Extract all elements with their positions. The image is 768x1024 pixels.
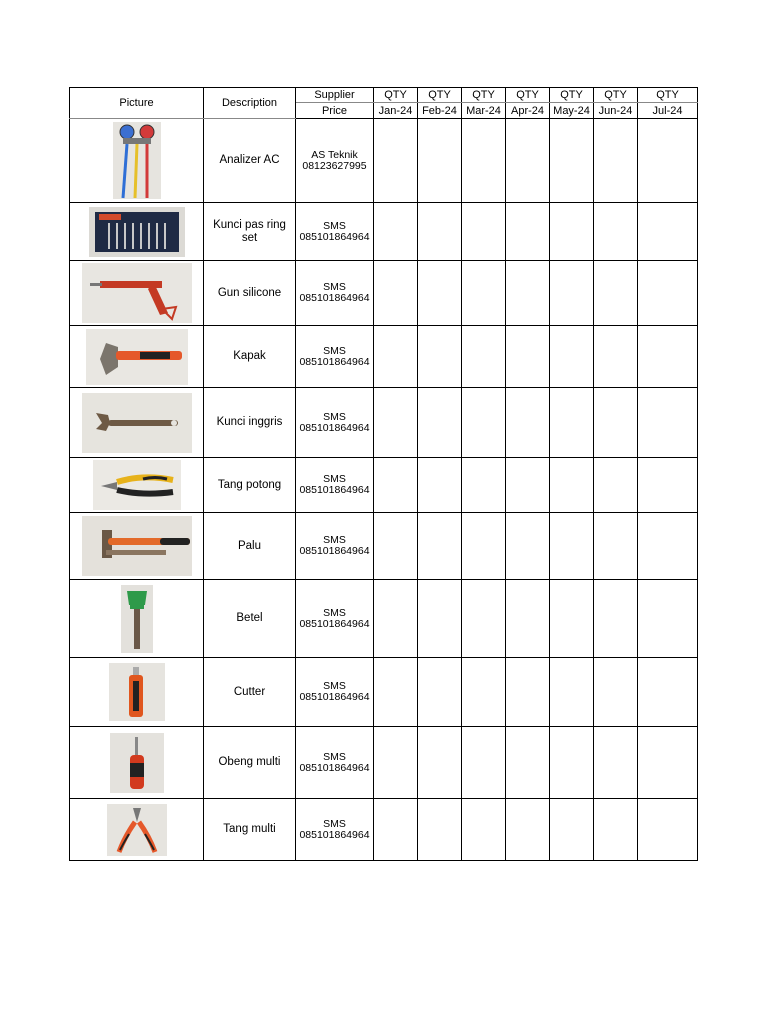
picture-cell: [70, 458, 204, 513]
supplier-name: SMS: [323, 534, 346, 546]
qty-cell[interactable]: [374, 203, 418, 261]
qty-cell[interactable]: [506, 119, 550, 203]
qty-cell[interactable]: [594, 580, 638, 658]
supplier-phone: 085101864964: [299, 484, 370, 496]
header-qty: QTY: [506, 88, 550, 103]
qty-cell[interactable]: [594, 727, 638, 799]
qty-cell[interactable]: [418, 261, 462, 326]
qty-cell[interactable]: [374, 458, 418, 513]
qty-cell[interactable]: [418, 727, 462, 799]
header-supplier: Supplier: [296, 88, 374, 103]
ac-manifold-gauge-icon: [113, 122, 161, 199]
table-row: [70, 458, 698, 513]
axe-icon: [86, 329, 188, 385]
table-row: [70, 658, 698, 727]
item-description: Cutter: [233, 685, 266, 698]
qty-cell[interactable]: [418, 658, 462, 727]
table-row: [70, 326, 698, 388]
picture-cell: [70, 326, 204, 388]
qty-cell[interactable]: [506, 458, 550, 513]
supplier-phone: 085101864964: [299, 761, 370, 774]
qty-cell[interactable]: [594, 458, 638, 513]
supplier-cell: [296, 458, 374, 513]
qty-cell[interactable]: [594, 799, 638, 861]
header-month: Apr-24: [506, 103, 550, 119]
item-description: Tang multi: [223, 823, 276, 835]
silicone-gun-icon: [82, 263, 192, 323]
qty-cell[interactable]: [550, 513, 594, 580]
qty-cell[interactable]: [594, 388, 638, 458]
multi-screwdriver-icon: [110, 733, 164, 793]
picture-cell: [70, 388, 204, 458]
header-price: Price: [296, 103, 374, 119]
qty-cell[interactable]: [462, 513, 506, 580]
supplier-phone: 085101864964: [299, 355, 370, 368]
qty-cell[interactable]: [506, 513, 550, 580]
qty-cell[interactable]: [506, 799, 550, 861]
header-month: Jan-24: [374, 103, 418, 119]
header-month: May-24: [550, 103, 594, 119]
inventory-table: [69, 87, 698, 861]
supplier-name: SMS: [323, 750, 346, 763]
qty-cell[interactable]: [550, 261, 594, 326]
description-cell: [204, 261, 296, 326]
utility-cutter-icon: [109, 663, 165, 721]
item-description: Obeng multi: [218, 756, 281, 768]
qty-cell[interactable]: [418, 388, 462, 458]
description-cell: [204, 203, 296, 261]
supplier-cell: [296, 658, 374, 727]
table-row: [70, 388, 698, 458]
qty-cell[interactable]: [506, 580, 550, 658]
header-month: Jun-24: [594, 103, 638, 119]
header-qty: QTY: [638, 88, 698, 103]
qty-cell[interactable]: [550, 388, 594, 458]
picture-cell: [70, 261, 204, 326]
header-description: Description: [204, 88, 296, 119]
qty-cell[interactable]: [374, 326, 418, 388]
picture-cell: [70, 119, 204, 203]
header-qty: QTY: [594, 88, 638, 103]
item-description: Kunci inggris: [216, 416, 283, 428]
qty-cell[interactable]: [506, 727, 550, 799]
description-cell: [204, 658, 296, 727]
qty-cell[interactable]: [594, 513, 638, 580]
description-cell: [204, 119, 296, 203]
qty-cell[interactable]: [506, 388, 550, 458]
header-picture: Picture: [70, 88, 204, 119]
qty-cell[interactable]: [374, 388, 418, 458]
chisel-icon: [121, 585, 153, 653]
table-row: [70, 119, 698, 203]
cutting-pliers-icon: [93, 460, 181, 510]
qty-cell[interactable]: [550, 119, 594, 203]
qty-cell[interactable]: [418, 513, 462, 580]
header-qty: QTY: [462, 88, 506, 103]
qty-cell[interactable]: [462, 727, 506, 799]
header-qty: QTY: [550, 88, 594, 103]
supplier-cell: [296, 119, 374, 203]
qty-cell[interactable]: [638, 261, 698, 326]
picture-cell: [70, 658, 204, 727]
qty-cell[interactable]: [638, 326, 698, 388]
header-month: Feb-24: [418, 103, 462, 119]
supplier-cell: [296, 388, 374, 458]
qty-cell[interactable]: [638, 203, 698, 261]
supplier-name: SMS: [323, 281, 346, 293]
qty-cell[interactable]: [594, 326, 638, 388]
supplier-phone: 085101864964: [299, 230, 370, 243]
picture-cell: [70, 513, 204, 580]
qty-cell[interactable]: [462, 458, 506, 513]
qty-cell[interactable]: [462, 119, 506, 203]
supplier-phone: 085101864964: [299, 545, 370, 557]
qty-cell[interactable]: [550, 580, 594, 658]
qty-cell[interactable]: [462, 658, 506, 727]
qty-cell[interactable]: [506, 326, 550, 388]
table-row: [70, 799, 698, 861]
qty-cell[interactable]: [594, 203, 638, 261]
header-month: Mar-24: [462, 103, 506, 119]
table-row: [70, 513, 698, 580]
qty-cell[interactable]: [638, 658, 698, 727]
qty-cell[interactable]: [418, 119, 462, 203]
description-cell: [204, 458, 296, 513]
qty-cell[interactable]: [550, 458, 594, 513]
wrench-set-pouch-icon: [89, 207, 185, 257]
supplier-cell: [296, 261, 374, 326]
picture-cell: [70, 203, 204, 261]
qty-cell[interactable]: [506, 203, 550, 261]
supplier-phone: 085101864964: [299, 421, 370, 434]
table-row: [70, 580, 698, 658]
adjustable-wrench-icon: [82, 393, 192, 453]
description-cell: [204, 727, 296, 799]
supplier-name: SMS: [323, 219, 346, 232]
description-cell: [204, 326, 296, 388]
supplier-phone: 085101864964: [299, 292, 370, 304]
description-cell: [204, 513, 296, 580]
item-description: Kapak: [233, 350, 266, 362]
hammer-icon: [82, 516, 192, 576]
description-cell: [204, 388, 296, 458]
picture-cell: [70, 799, 204, 861]
qty-cell[interactable]: [374, 580, 418, 658]
item-description: Tang potong: [217, 478, 282, 491]
qty-cell[interactable]: [550, 727, 594, 799]
qty-cell[interactable]: [462, 580, 506, 658]
table-row: [70, 203, 698, 261]
table-row: [70, 727, 698, 799]
qty-cell[interactable]: [418, 458, 462, 513]
qty-cell[interactable]: [550, 658, 594, 727]
supplier-name: SMS: [323, 344, 346, 357]
picture-cell: [70, 727, 204, 799]
qty-cell[interactable]: [594, 119, 638, 203]
description-cell: [204, 580, 296, 658]
header-qty: QTY: [418, 88, 462, 103]
qty-cell[interactable]: [550, 203, 594, 261]
supplier-name: SMS: [323, 606, 346, 619]
item-description: Analizer AC: [219, 154, 280, 166]
supplier-phone: 085101864964: [299, 617, 370, 630]
combination-pliers-icon: [107, 804, 167, 856]
item-description: Betel: [236, 612, 263, 624]
qty-cell[interactable]: [374, 799, 418, 861]
table-row: [70, 261, 698, 326]
qty-cell[interactable]: [374, 513, 418, 580]
supplier-name: SMS: [323, 410, 346, 423]
description-cell: [204, 799, 296, 861]
item-description: Kunci pas ring set: [213, 218, 286, 244]
supplier-cell: [296, 727, 374, 799]
qty-cell[interactable]: [638, 580, 698, 658]
qty-cell[interactable]: [638, 119, 698, 203]
qty-cell[interactable]: [638, 799, 698, 861]
header-month: Jul-24: [638, 103, 698, 119]
qty-cell[interactable]: [374, 658, 418, 727]
supplier-phone: 085101864964: [299, 691, 370, 703]
item-description: Palu: [237, 539, 262, 552]
supplier-phone: 08123627995: [302, 159, 367, 172]
supplier-name: SMS: [323, 473, 346, 485]
qty-cell[interactable]: [638, 727, 698, 799]
qty-cell[interactable]: [550, 799, 594, 861]
supplier-cell: [296, 799, 374, 861]
supplier-cell: [296, 580, 374, 658]
qty-cell[interactable]: [374, 727, 418, 799]
qty-cell[interactable]: [638, 513, 698, 580]
supplier-name: AS Teknik: [311, 148, 358, 161]
header-qty: QTY: [374, 88, 418, 103]
supplier-cell: [296, 203, 374, 261]
qty-cell[interactable]: [550, 326, 594, 388]
qty-cell[interactable]: [418, 580, 462, 658]
supplier-name: SMS: [323, 680, 346, 692]
qty-cell[interactable]: [638, 388, 698, 458]
supplier-phone: 085101864964: [299, 828, 370, 841]
qty-cell[interactable]: [462, 203, 506, 261]
qty-cell[interactable]: [594, 658, 638, 727]
qty-cell[interactable]: [462, 261, 506, 326]
qty-cell[interactable]: [506, 261, 550, 326]
picture-cell: [70, 580, 204, 658]
qty-cell[interactable]: [418, 326, 462, 388]
qty-cell[interactable]: [374, 119, 418, 203]
supplier-cell: [296, 513, 374, 580]
supplier-name: SMS: [323, 817, 346, 830]
qty-cell[interactable]: [462, 388, 506, 458]
qty-cell[interactable]: [418, 203, 462, 261]
item-description: Gun silicone: [217, 286, 282, 299]
supplier-cell: [296, 326, 374, 388]
qty-cell[interactable]: [462, 326, 506, 388]
qty-cell[interactable]: [462, 799, 506, 861]
qty-cell[interactable]: [506, 658, 550, 727]
qty-cell[interactable]: [374, 261, 418, 326]
qty-cell[interactable]: [418, 799, 462, 861]
qty-cell[interactable]: [594, 261, 638, 326]
qty-cell[interactable]: [638, 458, 698, 513]
